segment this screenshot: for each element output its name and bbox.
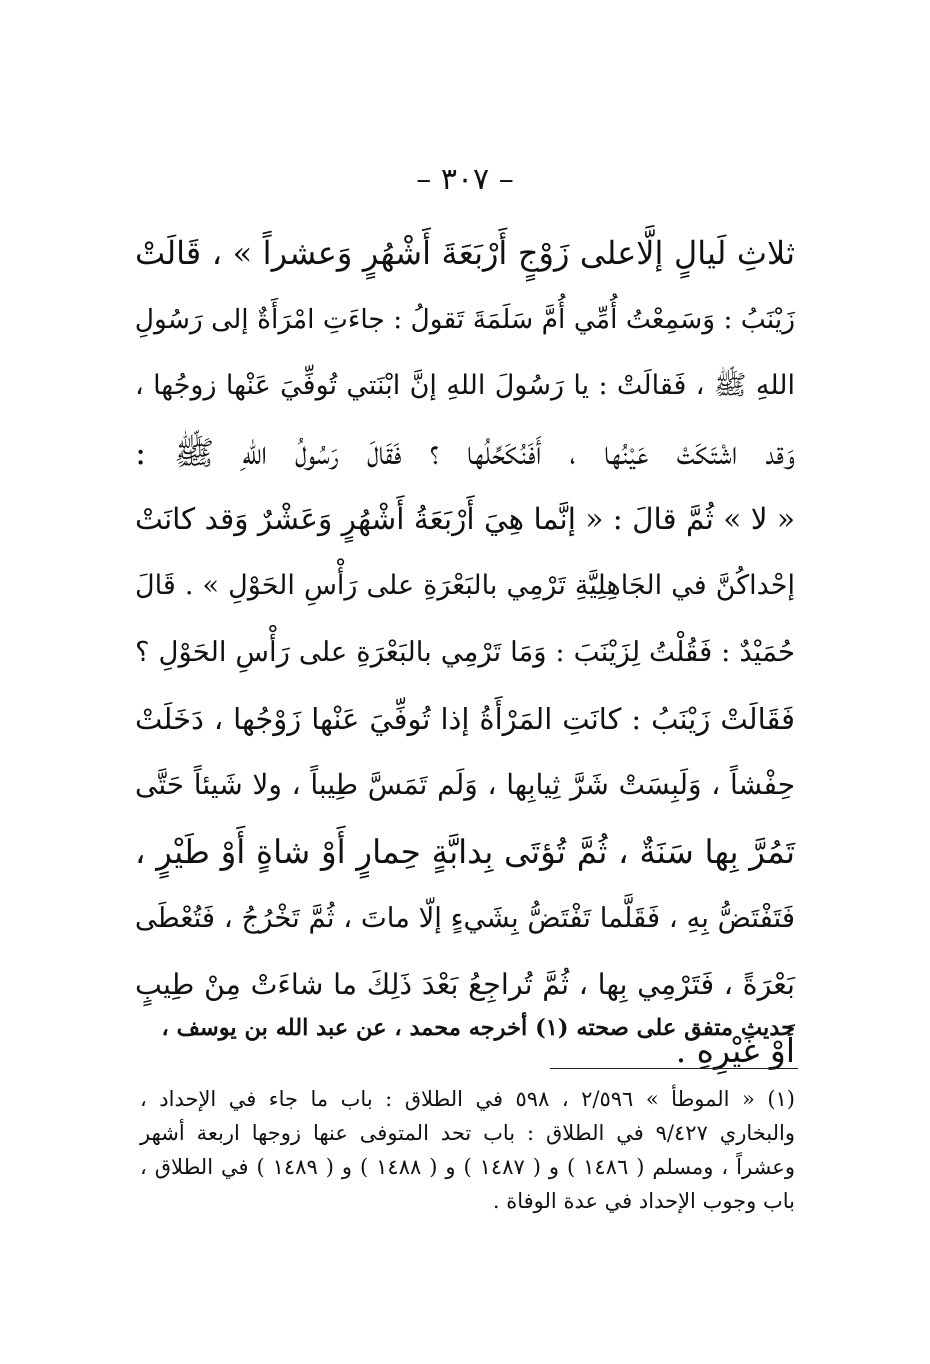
text-line: اللهِ ﷺ ، فَقالَتْ : يا رَسُولَ اللهِ إنَّ ابْنَتي تُوفِّيَ عَنْها زوجُها ، (135, 370, 795, 401)
footnote-divider (550, 1068, 798, 1069)
footnotes (140, 1082, 795, 1218)
text-line: فَتَفْتَضُّ بِهِ ، فَقَلَّما تَفْتَضُّ بِشَيءٍ إلّا ماتَ ، ثُمَّ تَخْرُجُ ، فَتُعْطَى (134, 902, 795, 934)
footnote-line: (١) « الموطأ » ٢/٥٩٦ ، ٥٩٨ في الطلاق : باب ما جاء في الإحداد ، (140, 1087, 795, 1111)
text-line: أَوْ غَيْرِهِ . (675, 1031, 795, 1070)
footnote-line: وعشراً ، ومسلم ( ١٤٨٦ ) و ( ١٤٨٧ ) و ( ١٤٨٨ ) و ( ١٤٨٩ ) في الطلاق ، (140, 1155, 795, 1179)
text-line: زَيْنَبُ : وَسَمِعْتُ أُمِّي أُمَّ سَلَمَةَ تَقولُ : جاءَتِ امْرَأَةٌ إلى رَسُولِ (134, 303, 795, 335)
footnote-line: والبخاري ٩/٤٢٧ في الطلاق : باب تحد المتوفى عنها زوجها اربعة أشهر (140, 1121, 796, 1145)
text-line: ثلاثِ لَيالٍ إلَّاعلى زَوْجٍ أَرْبَعَةَ أَشْهُرٍ وَعشراً » ، قَالَتْ (135, 234, 795, 272)
text-line: « لا » ثُمَّ قالَ : « إنَّما هِيَ أَرْبَعَةُ أَشْهُرٍ وَعَشْرٌ وَقد كانَتْ (135, 502, 795, 536)
text-line: بَعْرَةً ، فَتَرْمِي بِها ، ثُمَّ تُراجِعُ بَعْدَ ذَلِكَ ما شاءَتْ مِنْ طِيبٍ (135, 967, 795, 1001)
text-line: تَمُرَّ بِها سَنَةٌ ، ثُمَّ تُؤتَى بِدابَّةٍ حِمارٍ أَوْ شاةٍ أَوْ طَيْرٍ ، (135, 832, 795, 871)
hadith-text (135, 220, 795, 1085)
hadith-source-note: حديث متفق على صحته (١) أخرجه محمد ، عن عبد الله بن يوسف ، (161, 1015, 795, 1041)
footnote-line: باب وجوب الإحداد في عدة الوفاة . (492, 1189, 795, 1213)
text-line: حُمَيْدٌ : فَقُلْتُ لِزَيْنَبَ : وَمَا تَرْمِي بالبَعْرَةِ على رَأْسِ الحَوْلِ ؟ (135, 636, 795, 668)
text-line: فَقَالَتْ زَيْنَبُ : كانَتِ المَرْأَةُ إذا تُوفِّيَ عَنْها زَوْجُها ، دَخَلَتْ (135, 701, 795, 736)
text-line: إحْداكُنَّ في الجَاهِلِيَّةِ تَرْمِي بالبَعْرَةِ على رَأْسِ الحَوْلِ » . قَالَ (135, 569, 795, 601)
text-line: حِفْشاً ، وَلَبِسَتْ شَرَّ ثِيابِها ، وَلَم تَمَسَّ طِيباً ، ولا شَيئاً حَتَّى (135, 768, 795, 801)
text-line: وَقد اشْتَكَتْ عَيْنُها ، أَفَنُكَحِّلُها ؟ فَقَالَ رَسُولُ اللهِ ﷺ : (135, 432, 795, 472)
page-number: – ٣٠٧ – (416, 162, 514, 197)
